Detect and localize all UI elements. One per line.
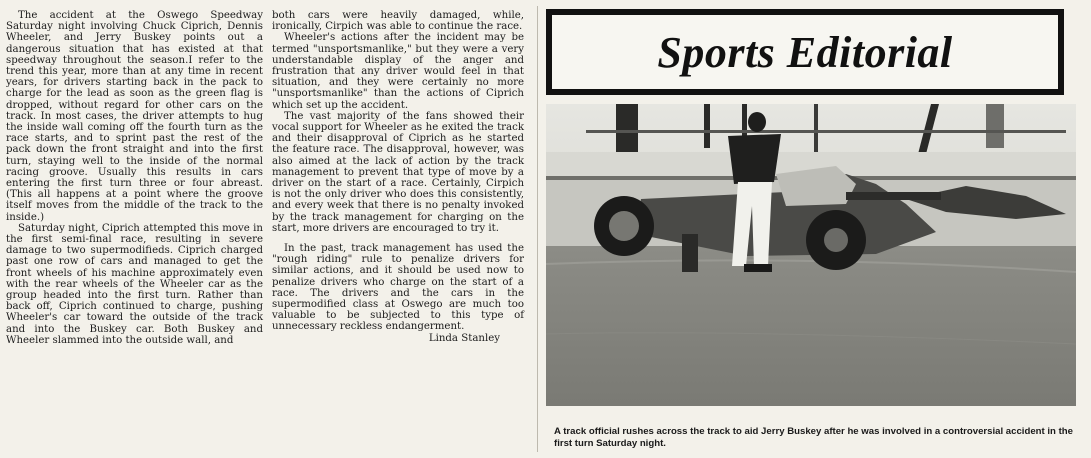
race-crash-image	[546, 104, 1076, 406]
article-paragraph: The vast majority of the fans showed their vocal support for Wheeler as he exited the track and their disapproval of Ciprich as he started the feature race. The disapproval, however, was also aimed at the lack of action by the track management to prevent that type of move by a driver on the start of a race. Certainly, Cirpich is not the only driver who does this consistently, and every week that there is no penalty invoked by the track management for charging on the start, more drivers are encouraged to try it.	[272, 110, 524, 234]
editorial-banner	[546, 9, 1064, 95]
article-paragraph: The accident at the Oswego Speedway Saturday night involving Chuck Ciprich, Dennis Wheeler, and Jerry Buskey points out a dangerous situation that has existed at that speedway throughout the season.I refer to the trend this year, more than at any time in recent years, for drivers starting back in the pack to charge for the lead as soon as the green flag is dropped, without regard for other cars on the track. In most cases, the driver attempts to hug the inside wall coming off the fourth turn as the race starts, and to sprint past the rest of the pack down the front straight and into the first turn, staying well to the inside of the normal racing groove. Usually this results in cars entering the first turn three or four abreast. (This all happens at a point where the groove itself moves from the middle of the track to the inside.)	[6, 10, 263, 223]
photo-caption: A track official rushes across the track to aid Jerry Buskey after he was involved in a controversial accident in the first turn Saturday night.	[554, 426, 1073, 449]
accident-photo	[546, 104, 1076, 406]
article-column-1	[6, 10, 263, 346]
article-paragraph: Wheeler's actions after the incident may be termed "unsportsmanlike," but they were a very understandable display of the anger and frustration that any driver would feel in that situation, and they were certainly no more "unsportsmanlike" than the actions of Ciprich which set up the accident.	[272, 32, 524, 111]
article-paragraph: In the past, track management has used the "rough riding" rule to penalize drivers for similar actions, and it should be used now to penalize drivers who charge on the start of a race. The drivers and the cars in the supermodified class at Oswego are much too valuable to be subjected to this type of unnecessary reckless endangerment.	[272, 243, 524, 333]
article-paragraph: Saturday night, Ciprich attempted this move in the first semi-final race, resulting in severe damage to two supermodifieds. Ciprich charged past one row of cars and managed to get the front wheels of his machine approximately even with the rear wheels of the Wheeler car as the group headed into the first turn. Rather than back off, Ciprich continued to charge, pushing Wheeler's car toward the outside of the track and into the Buskey car. Both Buskey and Wheeler slammed into the outside wall, and	[6, 222, 263, 346]
author-byline: Linda Stanley	[428, 332, 500, 344]
article-paragraph: both cars were heavily damaged, while, ironically, Cirpich was able to continue the race.	[272, 10, 524, 33]
article-column-2	[272, 10, 524, 344]
banner-title: Sports Editorial	[657, 27, 953, 77]
column-divider	[537, 6, 538, 452]
